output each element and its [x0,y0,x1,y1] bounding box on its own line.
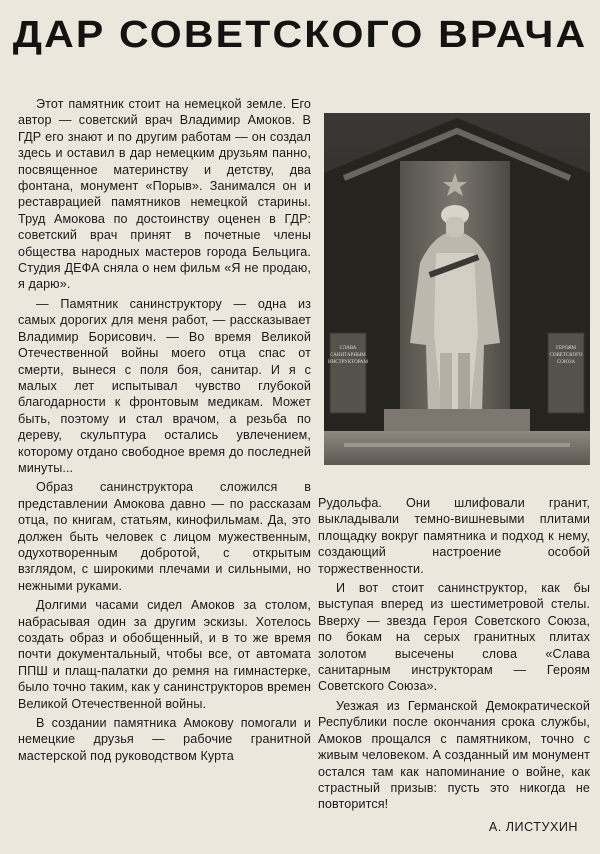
plaque-right-line-3: СОЮЗА [556,360,576,365]
plaque-left-line-1: СЛАВА [339,346,357,351]
paragraph-7: И вот стоит санинструктор, как бы выступая вперед из шестиметровой стелы. Вверху — звезда Героя Советского Союза, по бокам на серых гранитных плитах золотом высечены слова «Слава санитарным инструкторам — Героям Советского Союза». [318,581,590,694]
plaque-right-line-1: ГЕРОЯМ [556,346,576,351]
plaque-right-line-2: СОВЕТСКОГО [549,353,583,358]
paragraph-8: Уезжая из Германской Демократической Республики после окончания срока службы, Амоков прощался с памятником, точно с живым человеком. А созданный им монумент остался там как напоминание о войне, как страстный призыв: пусть это никогда не повторится! [318,698,590,812]
paragraph-2: — Памятник санинструктору — одна из самых дорогих для меня работ, — рассказывает Владимир Борисович. — Во время Великой Отечественной войны моего отца спас от смерти, вынеся с поля боя, санитар. И я с малых лет испытывал чувство глубокой благодарности к фронтовым медикам. Может быть, поэтому и стал врачом, а резьба по дереву, скульптура остались увлечением, которому отдано свободное время до последней минуты... [18,296,311,475]
paragraph-3: Образ санинструктора сложился в представлении Амокова давно — по рассказам отца, по книгам, статьям, кинофильмам. Да, это должен быть человек с лицом мужественным, одухотворенным добротой, с открытым взглядом, с широкими плечами и сильными, но нежными руками. [18,480,311,593]
plaque-right [548,333,584,413]
article-title: ДАР СОВЕТСКОГО ВРАЧА [12,14,588,56]
monument-illustration [324,113,590,465]
plaque-left-line-2: САНИТАРНЫМ [330,353,366,358]
plaque-left-line-3: ИНСТРУКТОРАМ [328,360,368,365]
plaque-left [330,333,366,413]
figure-leg-left [440,353,452,415]
left-column [18,96,311,767]
article-author: А. ЛИСТУХИН [488,820,578,834]
step [344,443,570,447]
paragraph-6: Рудольфа. Они шлифовали гранит, выкладывали темно-вишневыми плитами площадку вокруг памятника и подход к нему, создающий настроение особой торжественности. [318,496,590,576]
figure-head [446,217,464,237]
paragraph-4: Долгими часами сидел Амоков за столом, набрасывая один за другим эскизы. Хотелось создать образ и обобщенный, и в то же время почти документальный, чтобы все, от автомата ППШ и плащ-палатки до ремня на гимнастерке, было точно таким, как у санинструкторов времен Великой Отечественной войны. [18,598,311,711]
paragraph-1: Этот памятник стоит на немецкой земле. Его автор — советский врач Владимир Амоков. В ГДР его знают и по другим работам — он создал здесь и оставил в дар немецким друзьям панно, посвященное материнству и детству, два фонтана, монумент «Порыв». Занимался он и реставрацией памятников немецкой старины. Труд Амокова по достоинству оценен в ГДР: советский врач принят в почетные члены общества народных мастеров города Бельцига. Студия ДЕФА сняла о нем фильм «Я не продаю, я дарю». [18,97,311,292]
right-column [318,495,590,816]
paragraph-5: В создании памятника Амокову помогали и немецкие друзья — рабочие гранитной мастерской под руководством Курта [18,716,311,763]
monument-photo [324,113,590,465]
figure-leg-right [458,353,470,415]
monument-base [384,409,530,431]
ground-plaza [324,431,590,465]
